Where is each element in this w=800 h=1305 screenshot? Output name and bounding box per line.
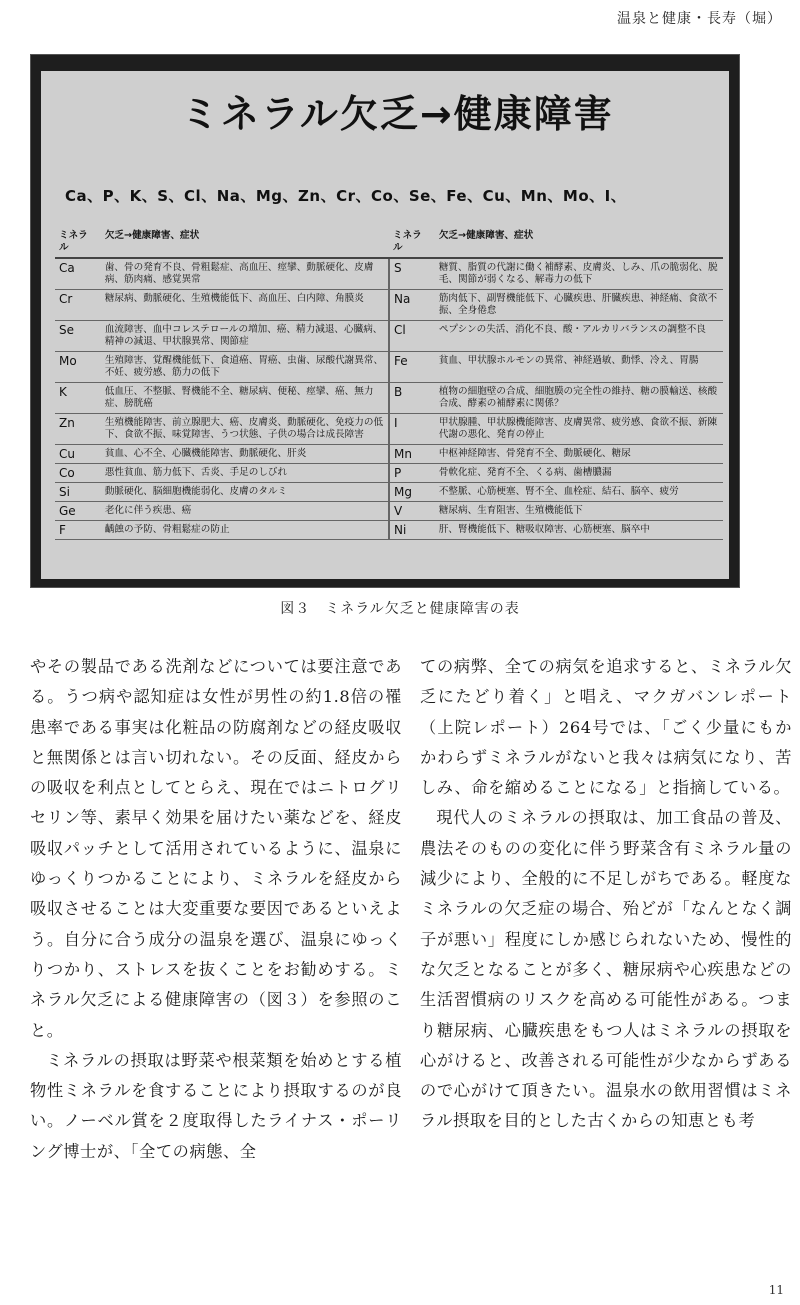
mineral-effects: 悪性貧血、筋力低下、舌炎、手足のしびれ	[101, 464, 389, 483]
mineral-symbol: Ni	[389, 521, 435, 540]
mineral-effects: ペプシンの失活、消化不良、酸・アルカリバランスの調整不良	[435, 321, 723, 352]
mineral-symbol: S	[389, 258, 435, 290]
mineral-symbol: Ge	[55, 502, 101, 521]
figure-caption: 図３ ミネラル欠乏と健康障害の表	[280, 601, 520, 617]
paragraph: ミネラルの摂取は野菜や根菜類を始めとする植物性ミネラルを食することにより摂取するのが良い。ノーベル賞を２度取得したライナス・ポーリング博士が、「全ての病態、全	[30, 1050, 402, 1161]
table-row	[55, 502, 723, 521]
header-effect-right: 欠乏→健康障害、症状	[435, 227, 723, 258]
table-row	[55, 352, 723, 383]
body-column-left	[30, 652, 402, 1167]
mineral-symbol: Cl	[389, 321, 435, 352]
header-mineral-right: ミネラル	[389, 227, 435, 258]
figure-border-top	[31, 55, 739, 71]
mineral-symbol: Mn	[389, 445, 435, 464]
mineral-symbol: Fe	[389, 352, 435, 383]
mineral-symbol: Si	[55, 483, 101, 502]
mineral-effects: 貧血、心不全、心臓機能障害、動脈硬化、肝炎	[101, 445, 389, 464]
mineral-effects: 不整脈、心筋梗塞、腎不全、血栓症、結石、脳卒、疲労	[435, 483, 723, 502]
paragraph: ての病弊、全ての病気を追求すると、ミネラル欠乏にたどり着く」と唱え、マクガバンレポート（上院レポート）264号では、「ごく少量にもかかわらずミネラルがないと我々は病気になり、苦しみ、命を縮めることになる」と指摘している。	[420, 657, 792, 798]
mineral-symbol: Zn	[55, 414, 101, 445]
mineral-symbol: F	[55, 521, 101, 540]
figure-border-bottom	[31, 579, 739, 587]
body-column-right	[420, 652, 792, 1137]
mineral-effects: 歯、骨の発育不良、骨粗鬆症、高血圧、痙攣、動脈硬化、皮膚病、筋肉痛、感覚異常	[101, 258, 389, 290]
mineral-effects: 筋肉低下、副腎機能低下、心臓疾患、肝臓疾患、神経痛、食欲不振、全身倦怠	[435, 290, 723, 321]
table-row	[55, 483, 723, 502]
table-row	[55, 464, 723, 483]
mineral-effects: 甲状腺腫、甲状腺機能障害、皮膚異常、疲労感、食欲不振、新陳代謝の悪化、発育の停止	[435, 414, 723, 445]
mineral-effects: 低血圧、不整脈、腎機能不全、糖尿病、便秘、痙攣、癌、無力症、膀胱癌	[101, 383, 389, 414]
header-effect-left: 欠乏→健康障害、症状	[101, 227, 389, 258]
table-row	[55, 383, 723, 414]
mineral-effects: 動脈硬化、脳細胞機能弱化、皮膚のタルミ	[101, 483, 389, 502]
table-row	[55, 445, 723, 464]
mineral-effects: 糖質、脂質の代謝に働く補酵素、皮膚炎、しみ、爪の脆弱化、脱毛、関節が弱くなる、解毒力の低下	[435, 258, 723, 290]
table-row	[55, 258, 723, 290]
header-mineral-left: ミネラル	[55, 227, 101, 258]
mineral-symbol: Cr	[55, 290, 101, 321]
running-header: 温泉と健康・長寿（堀）	[617, 11, 782, 27]
mineral-symbol: P	[389, 464, 435, 483]
mineral-symbol: Co	[55, 464, 101, 483]
mineral-symbol: K	[55, 383, 101, 414]
paragraph: やその製品である洗剤などについては要注意である。うつ病や認知症は女性が男性の約1.8倍の罹患率である事実は化粧品の防腐剤などの経皮吸収と無関係とは言い切れない。その反面、経皮からの吸収を利点としてとらえ、現在ではニトログリセリン等、素早く効果を届けたい薬などを、経皮吸収パッチとして活用されているように、温泉にゆっくりつかることにより、ミネラルを経皮から吸収させることは大変重要な要因であるといえよう。自分に合う成分の温泉を選び、温泉にゆっくりつかり、ストレスを抜くことをお勧めする。ミネラル欠乏による健康障害の（図３）を参照のこと。	[30, 657, 402, 1040]
mineral-effects: 老化に伴う疾患、癌	[101, 502, 389, 521]
mineral-effects: 齲蝕の予防、骨粗鬆症の防止	[101, 521, 389, 540]
mineral-symbol: Cu	[55, 445, 101, 464]
figure-border-right	[729, 55, 739, 587]
table-row	[55, 290, 723, 321]
paragraph: 現代人のミネラルの摂取は、加工食品の普及、農法そのものの変化に伴う野菜含有ミネラル量の減少により、全般的に不足しがちである。軽度なミネラルの欠乏症の場合、殆どが「なんとなく調子が悪い」程度にしか感じられないため、慢性的な欠乏となることが多く、糖尿病や心疾患などの生活習慣病のリスクを高める可能性がある。つまり糖尿病、心臓疾患をもつ人はミネラルの摂取を心がけると、改善される可能性が少なからずあるので心がけて頂きたい。温泉水の飲用習慣はミネラル摂取を目的とした古くからの知恵とも考	[420, 808, 792, 1131]
mineral-effects: 生殖機能障害、前立腺肥大、癌、皮膚炎、動脈硬化、免疫力の低下、食欲不振、味覚障害、うつ状態、子供の場合は成長障害	[101, 414, 389, 445]
mineral-symbol: V	[389, 502, 435, 521]
mineral-effects: 中枢神経障害、骨発育不全、動脈硬化、糖尿	[435, 445, 723, 464]
figure-3-mineral-table	[30, 54, 740, 588]
mineral-effects: 肝、腎機能低下、糖吸収障害、心筋梗塞、脳卒中	[435, 521, 723, 540]
mineral-symbol: Ca	[55, 258, 101, 290]
mineral-effects: 貧血、甲状腺ホルモンの異常、神経過敏、動悸、冷え、胃腸	[435, 352, 723, 383]
table-row	[55, 321, 723, 352]
table-row	[55, 521, 723, 540]
mineral-effects: 血流障害、血中コレステロールの増加、癌、精力減退、心臓病、精神の減退、甲状腺異常、関節症	[101, 321, 389, 352]
mineral-effects: 生殖障害、覚醒機能低下、食道癌、胃癌、虫歯、尿酸代謝異常、不妊、疲労感、筋力の低下	[101, 352, 389, 383]
mineral-symbol: Mg	[389, 483, 435, 502]
figure-border-left	[31, 55, 41, 587]
table-row	[55, 414, 723, 445]
mineral-symbol: Mo	[55, 352, 101, 383]
table-header-row	[55, 227, 723, 258]
figure-elements-list: Ca、P、K、S、Cl、Na、Mg、Zn、Cr、Co、Se、Fe、Cu、Mn、Mo、I、	[65, 187, 627, 205]
mineral-deficiency-table	[55, 227, 723, 540]
mineral-symbol: Na	[389, 290, 435, 321]
mineral-symbol: I	[389, 414, 435, 445]
mineral-symbol: Se	[55, 321, 101, 352]
mineral-effects: 骨軟化症、発育不全、くる病、歯槽膿漏	[435, 464, 723, 483]
mineral-effects: 糖尿病、動脈硬化、生殖機能低下、高血圧、白内障、角膜炎	[101, 290, 389, 321]
page-number: 11	[768, 1283, 784, 1297]
mineral-symbol: B	[389, 383, 435, 414]
figure-title: ミネラル欠乏→健康障害	[181, 92, 614, 136]
mineral-effects: 植物の細胞壁の合成、細胞膜の完全性の維持、糖の膜輸送、核酸合成、酵素の補酵素に関係？	[435, 383, 723, 414]
mineral-effects: 糖尿病、生育阻害、生殖機能低下	[435, 502, 723, 521]
